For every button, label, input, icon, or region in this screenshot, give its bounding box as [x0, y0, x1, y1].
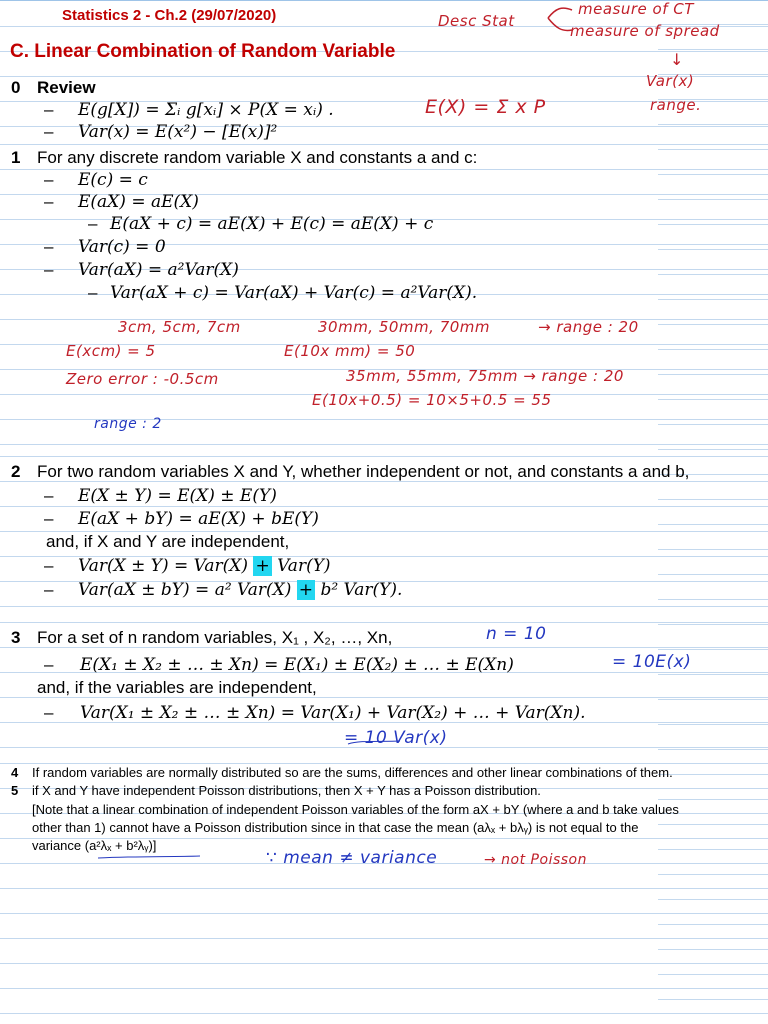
- hand-ex-sum: E(X) = Σ x P: [425, 96, 546, 118]
- hand-not-poisson: → not Poisson: [484, 852, 587, 868]
- item1-formula-6: Var(aX + c) = Var(aX) + Var(c) = a²Var(X).: [110, 283, 478, 303]
- item1-formula-3: E(aX + c) = aE(X) + E(c) = aE(X) + c: [110, 214, 434, 234]
- underline-stroke: [348, 741, 400, 744]
- item5-note-line-3: variance (a²λₓ + b²λᵧ)]: [32, 838, 157, 853]
- hand-mm-list: 30mm, 50mm, 70mm: [318, 318, 491, 336]
- item2-text: For two random variables X and Y, whether independent or not, and constants a and b,: [37, 462, 690, 481]
- item2-formula-2: E(aX + bY) = aE(X) + bE(Y): [78, 509, 319, 529]
- bullet-dash: –: [44, 509, 54, 528]
- item5-text: if X and Y have independent Poisson distributions, then X + Y has a Poisson distribution.: [32, 783, 541, 798]
- bullet-dash: –: [44, 100, 54, 119]
- hand-measure-ct: measure of CT: [578, 0, 694, 18]
- item1-formula-5: Var(aX) = a²Var(X): [78, 260, 239, 280]
- hand-e-10x: E(10x mm) = 50: [284, 342, 416, 360]
- bullet-dash: –: [44, 237, 54, 256]
- hand-10-ex: = 10E(x): [612, 652, 692, 672]
- item-number: 3: [11, 628, 21, 647]
- hand-e-xcm: E(xcm) = 5: [66, 342, 156, 360]
- item-number: 5: [11, 783, 19, 798]
- item-number: 0: [11, 78, 21, 97]
- item3-formula-1: E(X₁ ± X₂ ± … ± Xn) = E(X₁) ± E(X₂) ± … ± E(Xn): [80, 655, 514, 675]
- bullet-dash: –: [44, 260, 54, 279]
- page-header-title: Statistics 2 - Ch.2 (29/07/2020): [62, 7, 277, 24]
- item1-formula-1: E(c) = c: [78, 170, 148, 190]
- item2-formula-4-right: b² Var(Y).: [320, 580, 403, 600]
- bullet-dash: –: [44, 703, 54, 722]
- item3-formula-2: Var(X₁ ± X₂ ± … ± Xn) = Var(X₁) + Var(X₂) + … + Var(Xn).: [80, 703, 586, 723]
- hand-10-var: = 10 Var(x): [344, 728, 448, 748]
- brace-stroke: [548, 18, 572, 31]
- bullet-dash: –: [44, 170, 54, 189]
- bullet-dash: –: [44, 486, 54, 505]
- item2-formula-3-left: Var(X ± Y) = Var(X): [78, 556, 249, 576]
- item1-formula-2: E(aX) = aE(X): [78, 192, 199, 212]
- hand-measure-spread: measure of spread: [570, 22, 720, 40]
- bullet-dash: –: [88, 283, 98, 302]
- item-number: 2: [11, 462, 21, 481]
- highlighted-plus: +: [298, 580, 314, 600]
- bullet-dash: –: [44, 655, 54, 674]
- hand-desc-stat: Desc Stat: [438, 12, 515, 30]
- item2-formula-3-right: Var(Y): [277, 556, 331, 576]
- underline-stroke: [98, 856, 200, 858]
- item2-formula-1: E(X ± Y) = E(X) ± E(Y): [78, 486, 277, 506]
- hand-e-10x-05: E(10x+0.5) = 10×5+0.5 = 55: [312, 391, 552, 409]
- hand-range-2: range : 2: [94, 416, 162, 432]
- item3-text: For a set of n random variables, X₁ , X₂, …, Xn,: [37, 628, 393, 647]
- hand-mean-var: ∵ mean ≠ variance: [266, 848, 438, 868]
- bullet-dash: –: [44, 192, 54, 211]
- item2-text-2: and, if X and Y are independent,: [46, 532, 290, 551]
- review-formula-variance: Var(x) = E(x²) − [E(x)]²: [78, 122, 278, 142]
- review-formula-expectation: E(g[X]) = Σᵢ g[xᵢ] × P(X = xᵢ) .: [78, 100, 334, 120]
- hand-n-10: n = 10: [486, 624, 547, 644]
- highlighted-plus: +: [255, 556, 270, 576]
- item1-text: For any discrete random variable X and constants a and c:: [37, 148, 478, 167]
- hand-cm-list: 3cm, 5cm, 7cm: [118, 318, 241, 336]
- item-number: 1: [11, 148, 21, 167]
- item5-note-line-2: other than 1) cannot have a Poisson distribution since in that case the mean (aλₓ + bλᵧ) is not equal to the: [32, 820, 639, 835]
- item1-formula-4: Var(c) = 0: [78, 237, 166, 257]
- hand-range-20a: → range : 20: [538, 318, 639, 336]
- bullet-dash: –: [44, 556, 54, 575]
- item4-text: If random variables are normally distributed so are the sums, differences and other linear combinations of them.: [32, 765, 673, 780]
- item5-note-line-1: [Note that a linear combination of independent Poisson variables of the form aX + bY (where a and b take values: [32, 802, 679, 817]
- hand-arrow-down: ↓: [670, 50, 684, 69]
- item-number: 4: [11, 765, 19, 780]
- item2-formula-4-left: Var(aX ± bY) = a² Var(X): [78, 580, 292, 600]
- item3-text-2: and, if the variables are independent,: [37, 678, 317, 697]
- bullet-dash: –: [88, 214, 98, 233]
- brace-stroke: [548, 8, 572, 18]
- hand-range: range.: [650, 96, 702, 114]
- hand-zero-error: Zero error : -0.5cm: [66, 370, 219, 388]
- hand-var-x: Var(x): [646, 72, 695, 90]
- hand-mm-list-2: 35mm, 55mm, 75mm → range : 20: [346, 367, 624, 385]
- review-heading: Review: [37, 78, 96, 97]
- bullet-dash: –: [44, 122, 54, 141]
- bullet-dash: –: [44, 580, 54, 599]
- section-heading: C. Linear Combination of Random Variable: [10, 41, 396, 62]
